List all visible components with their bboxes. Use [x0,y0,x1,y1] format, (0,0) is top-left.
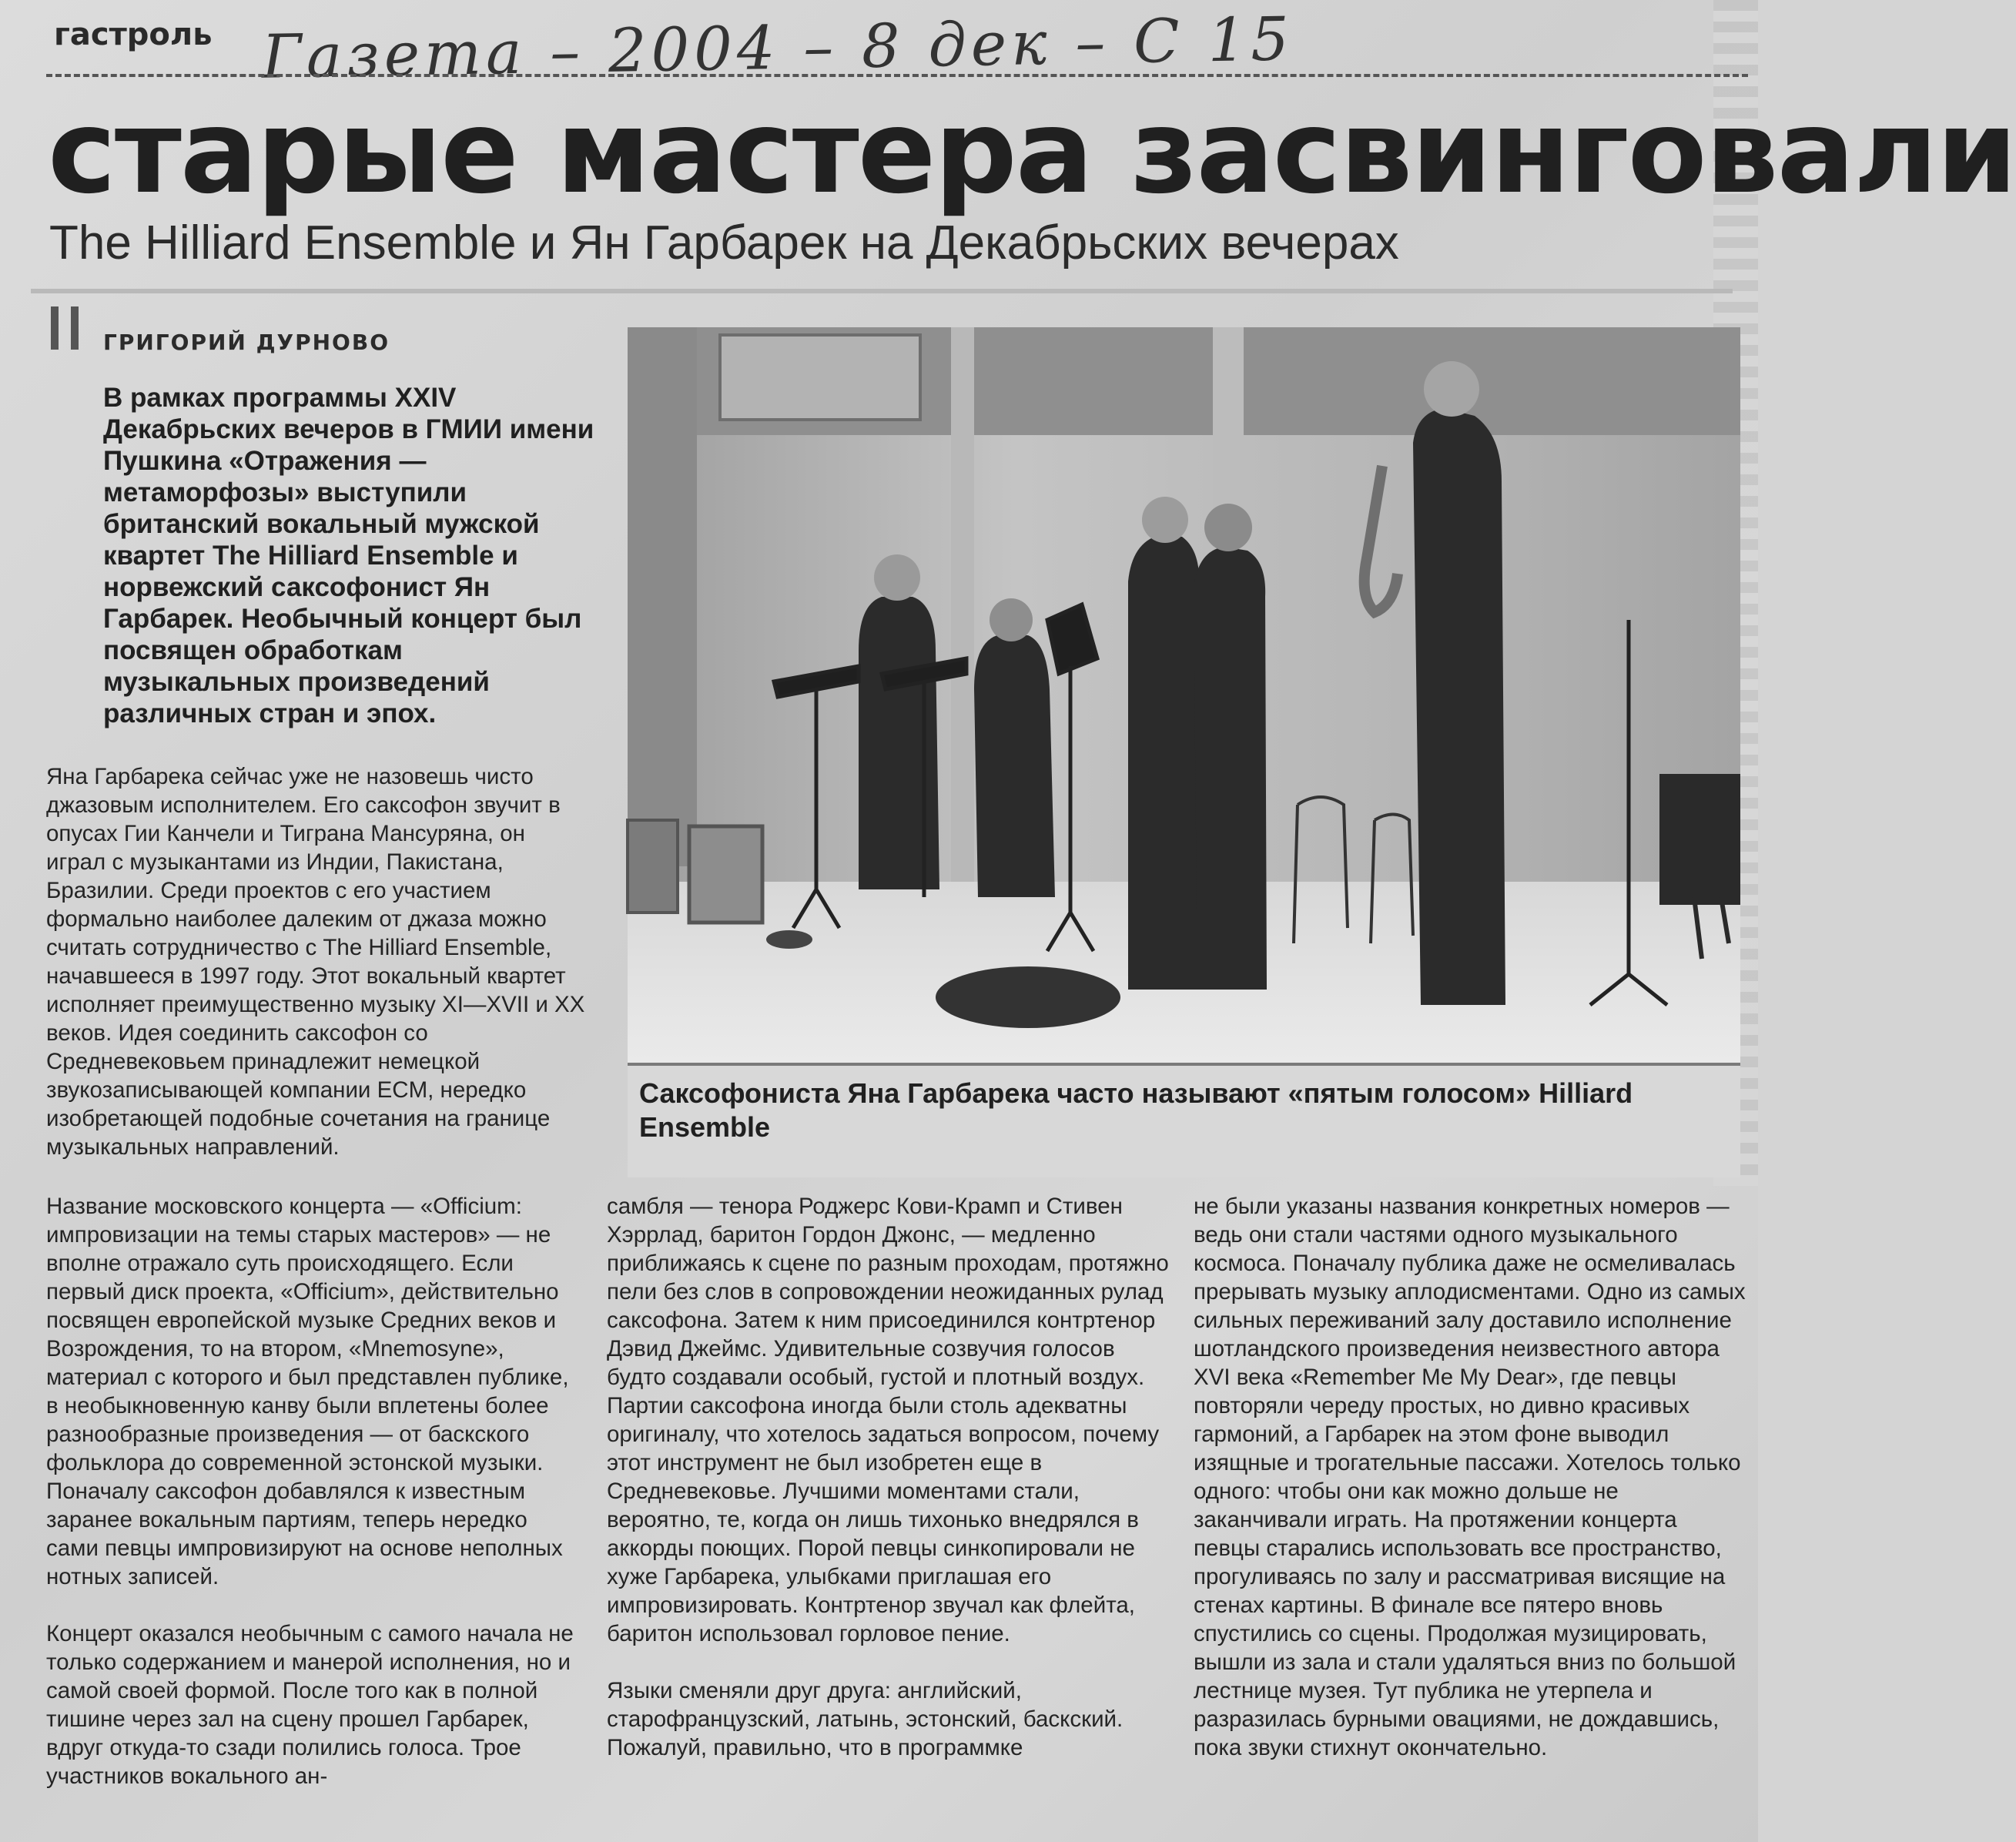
body-paragraph-2: Название московского концерта — «Officium: импровизации на темы старых мастеров» — не вполне отражало суть происходящего. Если первый диск проекта, «Officium», действительно посвящен европейской музыке Средних веков и Возрождения, то на втором, «Mnemosyne», материал с которого и был представлен публике, в необыкновенную канву были вплетены более разнообразные произведения — от баскского фольклора до современной эстонской музыки. Поначалу саксофон добавлялся к известным заранее вокальным партиям, теперь нередко сами певцы импровизируют на основе неполных нотных записей. [46,1194,569,1589]
headline: старые мастера засвинговали [48,85,2016,219]
column-2 [607,1192,1169,1762]
lead-paragraph: В рамках программы XXIV Декабрьских вечеров в ГМИИ имени Пушкина «Отражения — метаморфозы» выступили британский вокальный мужской квартет The Hilliard Ensemble и норвежский саксофонист Ян Гарбарек. Необычный концерт был посвящен обработкам музыкальных произведений различных стран и эпох. [103,383,594,728]
rubric-divider [46,74,1748,77]
column-3 [1194,1192,1748,1762]
body-paragraph-3-continued: самбля — тенора Роджерс Кови-Крамп и Стивен Хэррлад, баритон Гордон Джонс, — медленно приближаясь к сцене по разным проходам, протяжно пели без слов в сопровождении неожиданных рулад саксофона. Затем к ним присоединился контртенор Дэвид Джеймс. Удивительные созвучия голосов будто создавали особый, густой и плотный воздух. Партии саксофона иногда были столь адекватны оригиналу, что хотелось задаться вопросом, почему этот инструмент не был изобретен еще в Средневековье. Лучшими моментами стали, вероятно, те, когда он лишь тихонько внедрялся в аккорды поющих. Порой певцы синкопировали не хуже Гарбарека, улыбками приглашая его импровизировать. Контртенор звучал как флейта, баритон использовал горловое пение. [607,1194,1169,1646]
column-1-bottom [46,1192,585,1790]
body-paragraph-4-start: Языки сменяли друг друга: английский, старофранцузский, латынь, эстонский, баскский. Пожалуй, правильно, что в программке [607,1678,1124,1760]
body-paragraph-4-continued: не были указаны названия конкретных номеров — ведь они стали частями одного музыкального космоса. Поначалу публика даже не осмеливалась прерывать музыку аплодисментами. Одно из самых сильных переживаний залу доставило исполнение шотландского произведения неизвестного автора XVI века «Remember Me My Dear», где певцы повторяли череду простых, но дивно красивых гармоний, а Гарбарек на этом фоне выводил изящные и трогательные пассажи. Хотелось только одного: чтобы они как можно дольше не заканчивали играть. На протяжении концерта певцы старались использовать все пространство, прогуливаясь по залу и рассматривая висящие на стенах картины. В финале все пятеро вновь спустились со сцены. Продолжая музицировать, вышли из зала и стали удаляться вниз по большой лестнице музея. Тут публика не утерпела и разразилась бурными овациями, не дождавшись, пока звуки стихнут окончательно. [1194,1194,1746,1760]
body-paragraph-3-start: Концерт оказался необычным с самого начала не только содержанием и манерой исполнения, но и самой своей формой. После того как в полной тишине через зал на сцену прошел Гарбарек, вдруг откуда-то сзади полились голоса. Трое участников вокального ан- [46,1621,574,1789]
author-byline: ГРИГОРИЙ ДУРНОВО [103,330,390,355]
body-paragraph-1: Яна Гарбарека сейчас уже не назовешь чисто джазовым исполнителем. Его саксофон звучит в опусах Гии Канчели и Тиграна Мансуряна, он играл с музыкантами из Индии, Пакистана, Бразилии. Среди проектов с его участием формально наиболее далеким от джаза можно считать сотрудничество с The Hilliard Ensemble, начавшееся в 1997 году. Этот вокальный квартет исполняет преимущественно музыку XI—XVII и XX веков. Идея соединить саксофон со Средневековьем принадлежит немецкой звукозаписывающей компании ECM, нередко изобретающей подобные сочетания на границе музыкальных направлений. [46,764,585,1160]
handwritten-source-note: Газета – 2004 – 8 дек – С 15 [261,5,1294,92]
concert-photo [628,327,1740,1063]
section-rubric: гастроль [54,17,213,52]
subheadline: The Hilliard Ensemble и Ян Гарбарек на Декабрьских вечерах [49,216,1399,270]
author-marker-icon [51,306,79,350]
column-1-top [46,762,585,1190]
top-rule [31,289,1733,293]
concert-photo-icon [628,327,1740,1063]
photo-caption: Саксофониста Яна Гарбарека часто называют «пятым голосом» Hilliard Ensemble [639,1077,1633,1143]
